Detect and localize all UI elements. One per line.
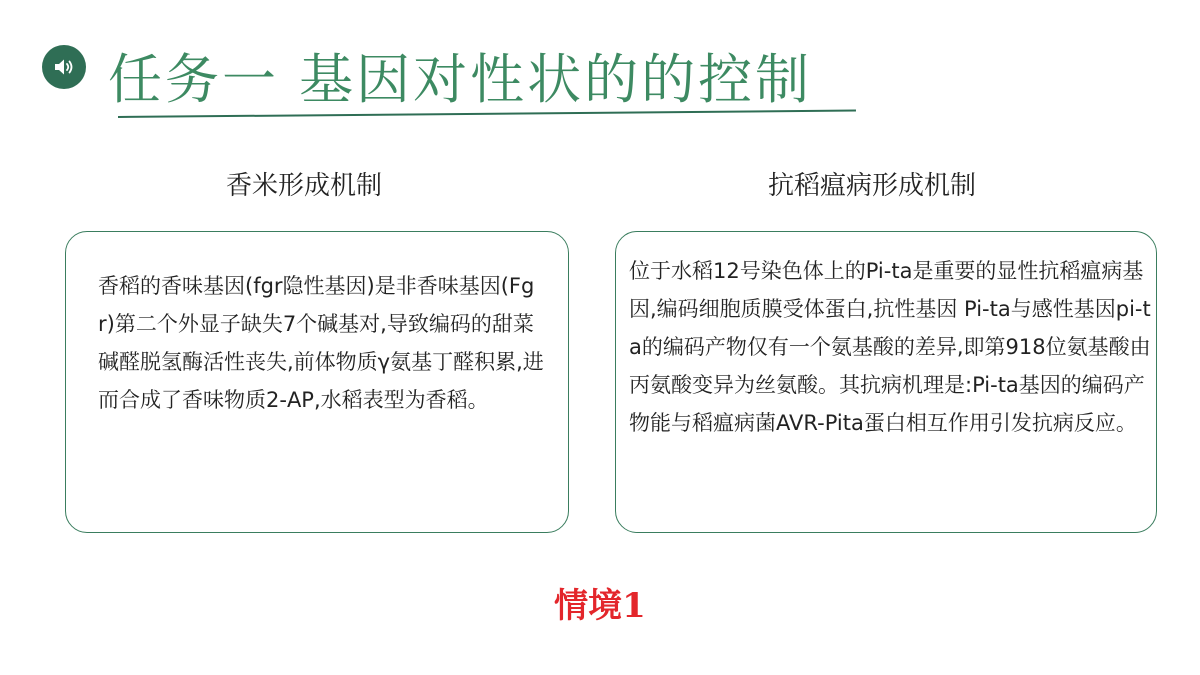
scenario-label: 情境1 [554, 586, 646, 626]
right-column-heading: 抗稻瘟病形成机制 [768, 171, 977, 201]
page-title: 任务一 基因对性状的的控制 [108, 48, 813, 111]
blast-resistance-text: 位于水稻12号染色体上的Pi-ta是重要的显性抗稻瘟病基因,编码细胞质膜受体蛋白,抗性基因 Pi-ta与感性基因pi-ta的编码产物仅有一个氨基酸的差异,即第918位氨基酸由丙氨酸变异为丝氨酸。其抗病机理是:Pi-ta基因的编码产物能与稻瘟病菌AVR-Pita蛋白相互作用引发抗病反应。 [629, 259, 1151, 435]
left-column-heading: 香米形成机制 [226, 171, 383, 201]
fragrant-rice-card [65, 231, 569, 533]
blast-resistance-card [615, 231, 1157, 533]
fragrant-rice-text: 香稻的香味基因(fgr隐性基因)是非香味基因(Fgr)第二个外显子缺失7个碱基对,导致编码的甜菜碱醛脱氢酶活性丧失,前体物质γ氨基丁醛积累,进而合成了香味物质2-AP,水稻表型为香稻。 [98, 274, 544, 412]
speaker-glyph [52, 55, 76, 79]
speaker-icon[interactable] [42, 45, 86, 89]
